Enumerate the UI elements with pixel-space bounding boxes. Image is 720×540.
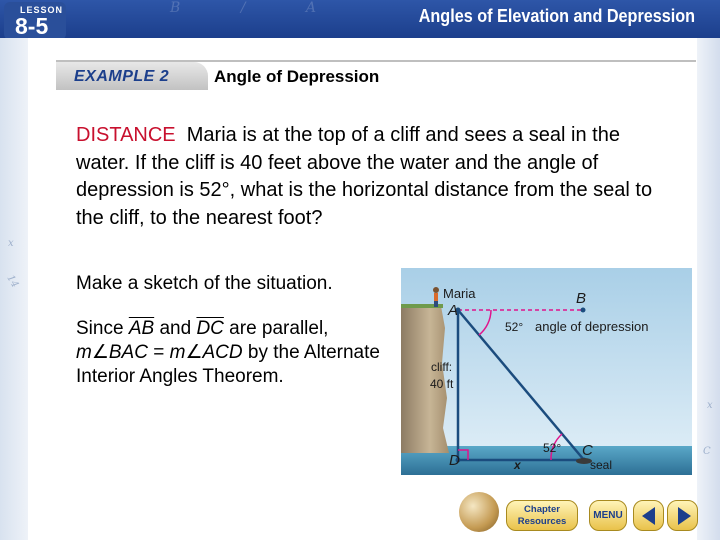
angle-symbol-icon: ∠ [91, 342, 109, 363]
measure-m1: m [76, 342, 92, 363]
label-x: x [514, 458, 521, 472]
lesson-word: LESSON [20, 5, 64, 15]
lesson-number: 8-5 [15, 13, 49, 38]
lesson-title: Angles of Elevation and Depression [418, 6, 695, 26]
label-cliff: cliff: [431, 360, 453, 374]
left-deco-letter: x [8, 238, 14, 249]
label-height: 40 ft [430, 377, 454, 391]
next-arrow-icon[interactable] [667, 500, 698, 531]
label-d: D [449, 452, 460, 469]
reason-theorem: by the Alternate Interior Angles Theorem. [76, 342, 380, 387]
cliff-diagram [401, 268, 692, 475]
header-decoration: B / A [170, 0, 345, 16]
angle-symbol-icon: ∠ [185, 342, 203, 363]
label-maria: Maria [443, 286, 476, 301]
menu-button[interactable]: MENU [589, 500, 627, 531]
reason-and: and [159, 318, 192, 339]
globe-icon[interactable] [459, 492, 499, 532]
sketch-instruction: Make a sketch of the situation. [76, 273, 333, 294]
label-c: C [582, 442, 593, 459]
example-tab-label: EXAMPLE 2 [74, 68, 170, 85]
label-angle-bottom: 52° [543, 441, 562, 455]
problem-statement [76, 122, 676, 232]
measure-m2: m [169, 342, 186, 363]
chapter-resources-button[interactable] [506, 500, 578, 531]
reason-equals: = [153, 342, 165, 363]
angle-bac: BAC [108, 342, 148, 363]
example-title: Angle of Depression [214, 67, 380, 86]
previous-arrow-icon[interactable] [633, 500, 664, 531]
problem-text: Maria is at the top of a cliff and sees a seal in the water. If the cliff is 40 feet above the water and the angle of depression is 52°, what is the horizontal distance from the seal to the cliff, to the nearest foot? [76, 124, 653, 229]
label-angle-caption: angle of depression [535, 319, 649, 334]
segment-dc: $\overline{DC}$ [196, 318, 224, 339]
chapter-line-1: Chapter [524, 504, 560, 515]
label-b: B [576, 290, 587, 307]
label-seal: seal [590, 458, 613, 472]
problem-lead: DISTANCE [76, 124, 176, 146]
label-angle-top: 52° [505, 320, 524, 334]
chapter-line-2: Resources [517, 516, 567, 527]
left-deco-number: 14 [4, 273, 21, 290]
angle-acd: ACD [202, 342, 243, 363]
header-bar [0, 0, 720, 38]
right-deco-letter-c: C [703, 446, 711, 457]
reason-parallel: are parallel, [229, 318, 329, 339]
example-tab [56, 62, 208, 90]
label-a: A [448, 302, 459, 319]
reason-since: Since [76, 318, 124, 339]
lesson-badge [4, 2, 66, 38]
right-deco-letter: x [707, 400, 713, 411]
reasoning-text [76, 317, 406, 389]
segment-ab: $\overline{AB}$ [128, 318, 155, 339]
point-b [581, 308, 586, 313]
left-decorative-strip [0, 38, 28, 540]
right-decorative-strip [697, 38, 720, 540]
